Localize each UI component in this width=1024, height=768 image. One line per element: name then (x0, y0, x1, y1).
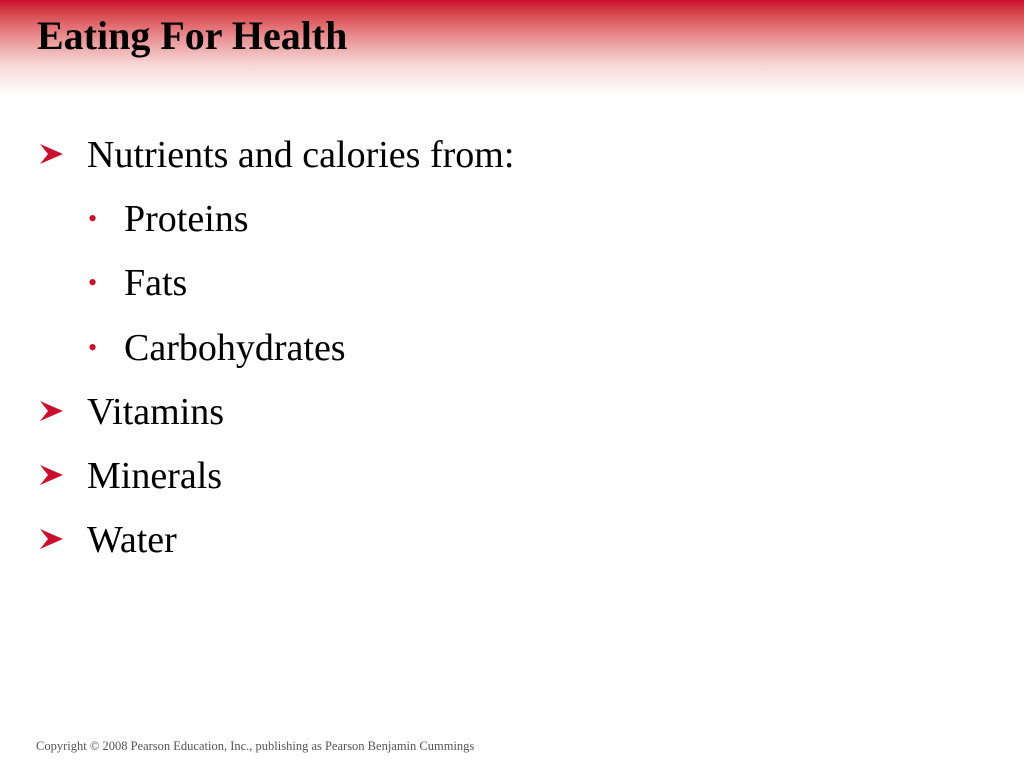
arrow-bullet-icon (39, 463, 65, 487)
slide-title: Eating For Health (37, 13, 348, 58)
arrow-bullet-icon (39, 142, 65, 166)
bullet-text: Water (87, 519, 177, 561)
copyright-footer: Copyright © 2008 Pearson Education, Inc., publishing as Pearson Benjamin Cummings (36, 739, 475, 753)
sub-bullet-text: Proteins (124, 198, 249, 240)
bullet-text: Minerals (87, 455, 223, 497)
arrow-bullet-icon (39, 527, 65, 551)
sub-bullet-text: Fats (124, 262, 188, 304)
bullet-text: Nutrients and calories from: (87, 134, 515, 176)
bullet-text: Vitamins (87, 391, 225, 433)
sub-bullet-text: Carbohydrates (124, 327, 346, 369)
arrow-bullet-icon (39, 399, 65, 423)
dot-bullet-icon: • (88, 268, 98, 297)
dot-bullet-icon: • (88, 333, 98, 362)
dot-bullet-icon: • (88, 204, 98, 233)
